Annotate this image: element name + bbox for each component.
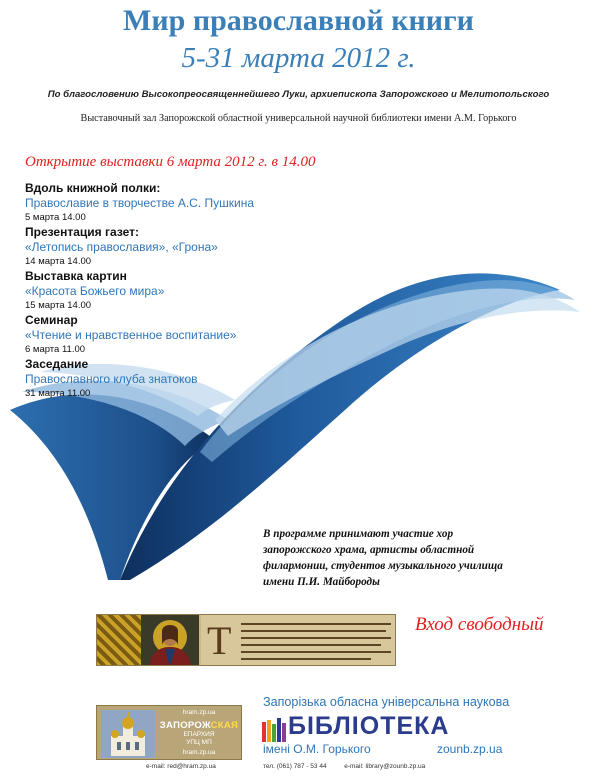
diocese-sub2: УПЦ МП bbox=[186, 739, 212, 746]
library-phone: тел. (061) 787 - 53 44 bbox=[263, 763, 327, 770]
event-name: «Красота Божьего мира» bbox=[25, 284, 165, 298]
event-heading: Заседание bbox=[25, 357, 89, 371]
event-schedule bbox=[25, 181, 345, 401]
event-name: Православие в творчестве А.С. Пушкина bbox=[25, 196, 255, 210]
event-name: Православного клуба знатоков bbox=[25, 372, 198, 386]
exhibition-title: Мир православной книги bbox=[123, 4, 474, 37]
diocese-email[interactable]: e-mail: red@hram.zp.ua bbox=[146, 763, 216, 770]
ornate-initial-icon: Т bbox=[207, 618, 232, 663]
event-item bbox=[25, 269, 345, 312]
christ-icon-image bbox=[141, 615, 199, 666]
library-site-link[interactable]: zounb.zp.ua bbox=[437, 742, 503, 756]
library-subtitle: імені О.М. Горького bbox=[263, 742, 371, 756]
free-entry-note: Вход свободный bbox=[415, 614, 544, 635]
library-books-icon bbox=[262, 718, 286, 742]
opening-announcement: Открытие выставки 6 марта 2012 г. в 14.00 bbox=[25, 154, 316, 170]
event-time: 5 марта 14.00 bbox=[25, 212, 86, 223]
diocese-banner[interactable] bbox=[96, 705, 242, 760]
venue-line: Выставочный зал Запорожской областной универсальной научной библиотеки имени А.М. Горького bbox=[80, 113, 517, 124]
diocese-sub: ЕПАРХИЯ bbox=[183, 731, 215, 738]
participants-line: запорожского храма, артисты областной bbox=[263, 544, 475, 556]
icon-manuscript-strip bbox=[96, 614, 396, 666]
gold-ornament bbox=[97, 615, 141, 666]
library-line1: Запорізька обласна універсальна наукова bbox=[263, 695, 510, 709]
event-time: 31 марта 11.00 bbox=[25, 388, 91, 399]
library-contacts bbox=[263, 763, 425, 770]
event-name: «Летопись православия», «Грона» bbox=[25, 240, 218, 254]
event-item bbox=[25, 181, 345, 224]
exhibition-dates: 5-31 марта 2012 г. bbox=[181, 42, 416, 74]
diocese-site-bottom[interactable]: hram.zp.ua bbox=[182, 749, 216, 756]
event-time: 14 марта 14.00 bbox=[25, 256, 92, 267]
cathedral-icon bbox=[101, 710, 155, 758]
event-heading: Выставка картин bbox=[25, 269, 127, 283]
event-time: 15 марта 14.00 bbox=[25, 300, 92, 311]
event-item bbox=[25, 313, 345, 356]
participants-line: имени П.И. Майбороды bbox=[263, 576, 380, 588]
participants-line: В программе принимают участие хор bbox=[263, 528, 454, 540]
event-name: «Чтение и нравственное воспитание» bbox=[25, 328, 237, 342]
diocese-name: ЗАПОРОЖСКАЯ bbox=[159, 720, 239, 731]
event-heading: Вдоль книжной полки: bbox=[25, 181, 161, 195]
event-item bbox=[25, 225, 345, 268]
event-heading: Семинар bbox=[25, 313, 78, 327]
manuscript-page-image bbox=[201, 615, 396, 666]
blessing-line: По благословению Высокопреосвященнейшего Луки, архиепископа Запорожского и Мелитопольского bbox=[47, 89, 550, 100]
participants-line: филармонии, студентов музыкального училища bbox=[263, 560, 503, 572]
diocese-site-top[interactable]: hram.zp.ua bbox=[182, 709, 216, 716]
library-email[interactable]: e-mail: library@zounb.zp.ua bbox=[344, 763, 426, 770]
event-heading: Презентация газет: bbox=[25, 225, 140, 239]
library-name: БІБЛІОТЕКА bbox=[288, 712, 450, 740]
event-item bbox=[25, 357, 345, 400]
event-time: 6 марта 11.00 bbox=[25, 344, 86, 355]
